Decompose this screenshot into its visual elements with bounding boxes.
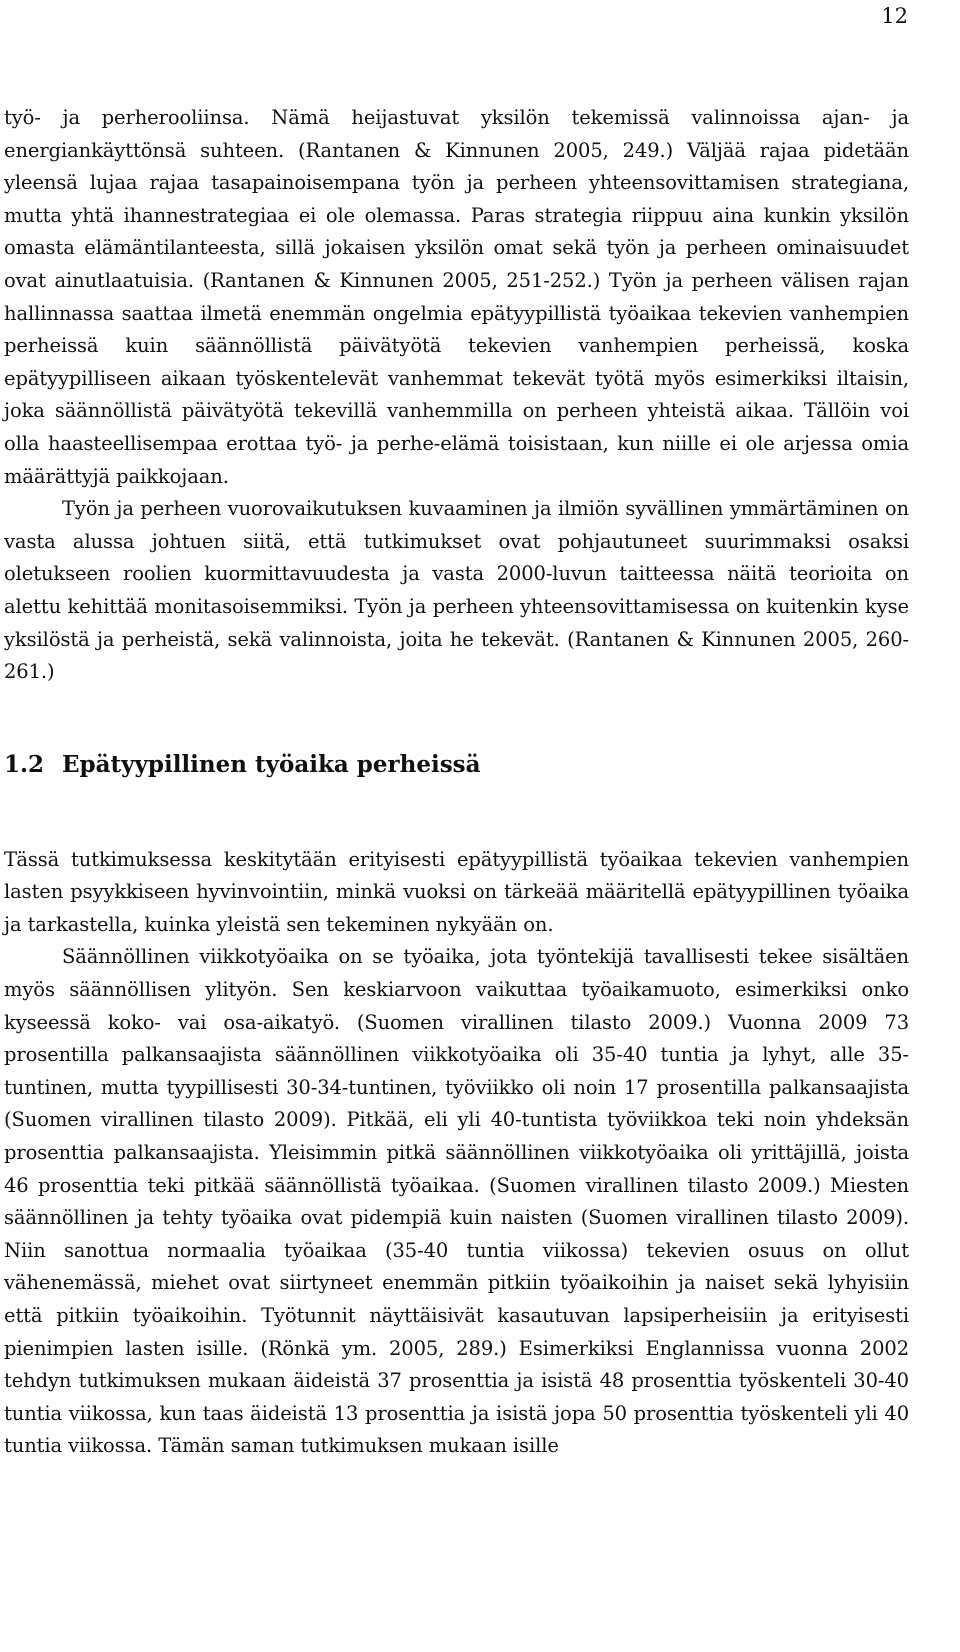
paragraph-regular-working-hours: Säännöllinen viikkotyöaika on se työaika, jota työntekijä tavallisesti tekee sisältäen myös säännöllisen ylityön. Sen keskiarvoon vaikuttaa työaikamuoto, esimerkiksi onko kyseessä koko- vai osa-aikatyö. (Suomen virallinen tilasto 2009.) Vuonna 2009 73 prosentilla palkansaajista säännöllinen viikkotyöaika oli 35-40 tuntia ja lyhyt, alle 35-tuntinen, mutta tyypillisesti 30-34-tuntinen, työviikko oli noin 17 prosentilla palkansaajista (Suomen virallinen tilasto 2009). Pitkää, eli yli 40-tuntista työviikkoa teki noin yhdeksän prosenttia palkansaajista. Yleisimmin pitkä säännöllinen viikkotyöaika oli yrittäjillä, joista 46 prosenttia teki pitkää säännöllistä työaikaa. (Suomen virallinen tilasto 2009.) Miesten säännöllinen ja tehty työaika ovat pidempiä kuin naisten (Suomen virallinen tilasto 2009). Niin sanottua normaalia työaikaa (35-40 tuntia viikossa) tekevien osuus on ollut vähenemässä, miehet ovat siirtyneet enemmän pitkiin työaikoihin ja naiset sekä lyhyisiin että pitkiin työaikoihin. Työtunnit näyttäisivät kasautuvan lapsiperheisiin ja erityisesti pienimpien lasten isille. (Rönkä ym. 2005, 289.) Esimerkiksi Englannissa vuonna 2002 tehdyn tutkimuksen mukaan äideistä 37 prosenttia ja isistä 48 prosenttia työskenteli 30-40 tuntia viikossa, kun taas äideistä 13 prosenttia ja isistä jopa 50 prosenttia työskenteli yli 40 tuntia viikossa. Tämän saman tutkimuksen mukaan isille	[4, 945, 909, 1458]
document-body	[4, 102, 909, 1463]
section-number: 1.2	[4, 750, 45, 778]
paragraph-study-focus: Tässä tutkimuksessa keskitytään erityisesti epätyypillistä työaikaa tekevien vanhempien lasten psyykkiseen hyvinvointiin, minkä vuoksi on tärkeää määritellä epätyypillinen työaika ja tarkastella, kuinka yleistä sen tekeminen nykyään on.	[4, 847, 909, 936]
paragraph-role-boundaries: työ- ja perherooliinsa. Nämä heijastuvat yksilön tekemissä valinnoissa ajan- ja energiankäyttönsä suhteen. (Rantanen & Kinnunen 2005, 249.) Väljää rajaa pidetään yleensä lujaa rajaa tasapainoisempana työn ja perheen yhteensovittamisen strategiana, mutta yhtä ihannestrategiaa ei ole olemassa. Paras strategia riippuu aina kunkin yksilön omasta elämäntilanteesta, sillä jokaisen yksilön omat sekä työn ja perheen ominaisuudet ovat ainutlaatuisia. (Rantanen & Kinnunen 2005, 251-252.) Työn ja perheen välisen rajan hallinnassa saattaa ilmetä enemmän ongelmia epätyypillistä työaikaa tekevien vanhempien perheissä kuin säännöllistä päivätyötä tekevien vanhempien perheissä, koska epätyypilliseen aikaan työskentelevät vanhemmat tekevät työtä myös esimerkiksi iltaisin, joka säännöllistä päivätyötä tekevillä vanhemmilla on perheen yhteistä aikaa. Tällöin voi olla haasteellisempaa erottaa työ- ja perhe-elämä toisistaan, kun niille ei ole arjessa omia määrättyjä paikkojaan.	[4, 106, 909, 488]
section-title: Epätyypillinen työaika perheissä	[62, 750, 481, 778]
paragraph-work-family-interaction: Työn ja perheen vuorovaikutuksen kuvaaminen ja ilmiön syvällinen ymmärtäminen on vasta alussa johtuen siitä, että tutkimukset ovat pohjautuneet suurimmaksi osaksi oletukseen roolien kuormittavuudesta ja vasta 2000-luvun taitteessa näitä teorioita on alettu kehittää monitasoisemmiksi. Työn ja perheen yhteensovittamisessa on kuitenkin kyse yksilöstä ja perheistä, sekä valinnoista, joita he tekevät. (Rantanen & Kinnunen 2005, 260-261.)	[4, 497, 909, 684]
page-number: 12	[881, 4, 908, 28]
section-heading	[4, 734, 909, 796]
